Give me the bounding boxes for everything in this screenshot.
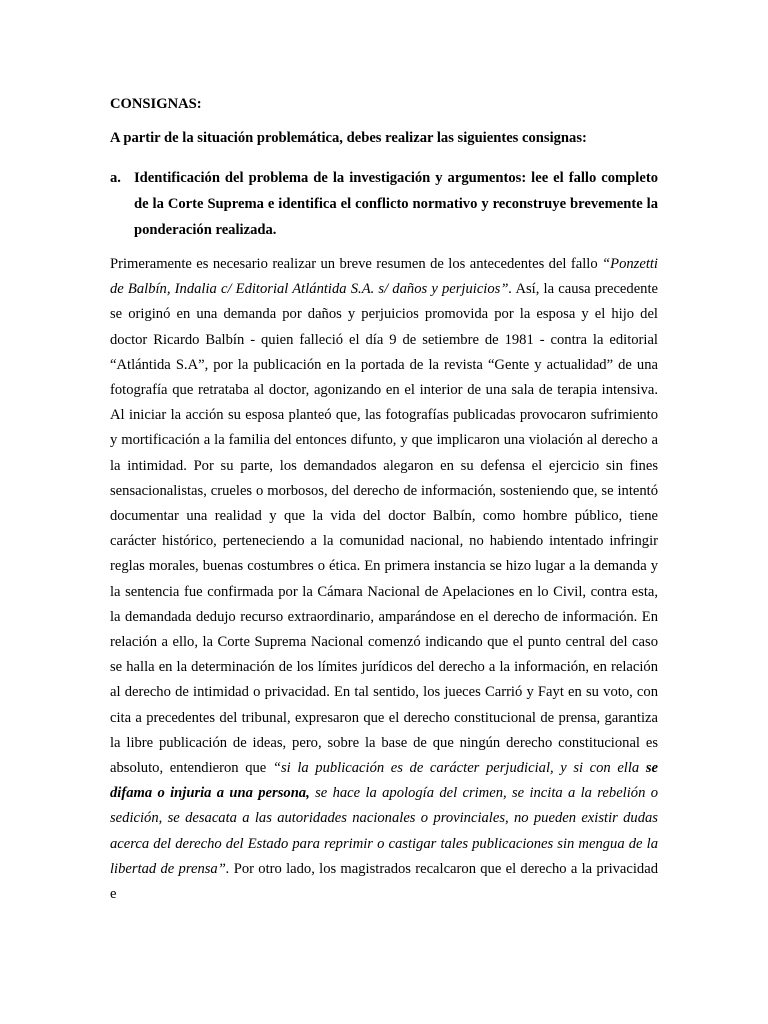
paragraph-ending: Por otro lado, los magistrados recalcaron que el derecho a la privacidad e — [110, 860, 658, 903]
list-item — [110, 165, 658, 243]
list-item-marker: a. — [110, 170, 121, 186]
list-item-text: Identificación del problema de la investigación y argumentos: lee el fallo completo de la Corte Suprema e identifica el conflicto normativo y reconstruye brevemente la ponderación realizada. — [134, 170, 658, 238]
case-title: “Ponzetti de Balbín, Indalia c/ Editorial Atlántida S.A. s/ daños y perjuicios”. — [110, 256, 658, 298]
quote-part-2: se hace la apología del crimen, se incita a la rebelión o sedición, se desacata a las autoridades nacionales o provinciales, no pueden existir dudas acerca del derecho del Estado para reprimir o castigar tales publicaciones sin mengua de la libertad de prensa”. — [110, 785, 659, 877]
body-paragraph — [110, 252, 658, 907]
quote-part-1: “si la publicación es de carácter perjudicial, y si con ella — [272, 760, 640, 777]
instructions-subheading: A partir de la situación problemática, debes realizar las siguientes consignas: — [110, 130, 587, 146]
document-body — [110, 92, 658, 907]
quote-emphasis: se difama o injuria a una persona, — [110, 760, 658, 802]
paragraph-intro: Primeramente es necesario realizar un breve resumen de los antecedentes del fallo — [110, 256, 598, 272]
paragraph-body: Así, la causa precedente se originó en una demanda por daños y perjuicios promovida por la esposa y el hijo del doctor Ricardo Balbín - quien falleció el día 9 de setiembre de 1981 - contra la editorial “Atlántida S.A”, por la publicación en la portada de la revista “Gente y actualidad” de una fotografía que retrataba al doctor, agonizando en el interior de una sala de terapia intensiva. Al iniciar la acción su esposa planteó que, las fotografías publicadas provocaron sufrimiento y mortificación a la familia del entonces difunto, y que implicaron una violación al derecho a la intimidad. Por su parte, los demandados alegaron en su defensa el ejercicio sin fines sensacionalistas, crueles o morbosos, del derecho de información, sosteniendo que, se intentó documentar una realidad y que la vida del doctor Balbín, como hombre público, tiene carácter histórico, perteneciendo a la comunidad nacional, no habiendo intentado infringir reglas morales, buenas costumbres o ética. En primera instancia se hizo lugar a la demanda y la sentencia fue confirmada por la Cámara Nacional de Apelaciones en lo Civil, contra esta, la demandada dedujo recurso extraordinario, amparándose en el derecho de información. En relación a ello, la Corte Suprema Nacional comenzó indicando que el punto central del caso se halla en la determinación de los límites jurídicos del derecho a la información, en relación al derecho de intimidad o privacidad. En tal sentido, los jueces Carrió y Fayt en su voto, con cita a precedentes del tribunal, expresaron que el derecho constitucional de prensa, garantiza la libre publicación de ideas, pero, sobre la base de que ningún derecho constitucional es absoluto, entendieron que — [110, 281, 659, 777]
section-heading: CONSIGNAS: — [110, 96, 202, 112]
